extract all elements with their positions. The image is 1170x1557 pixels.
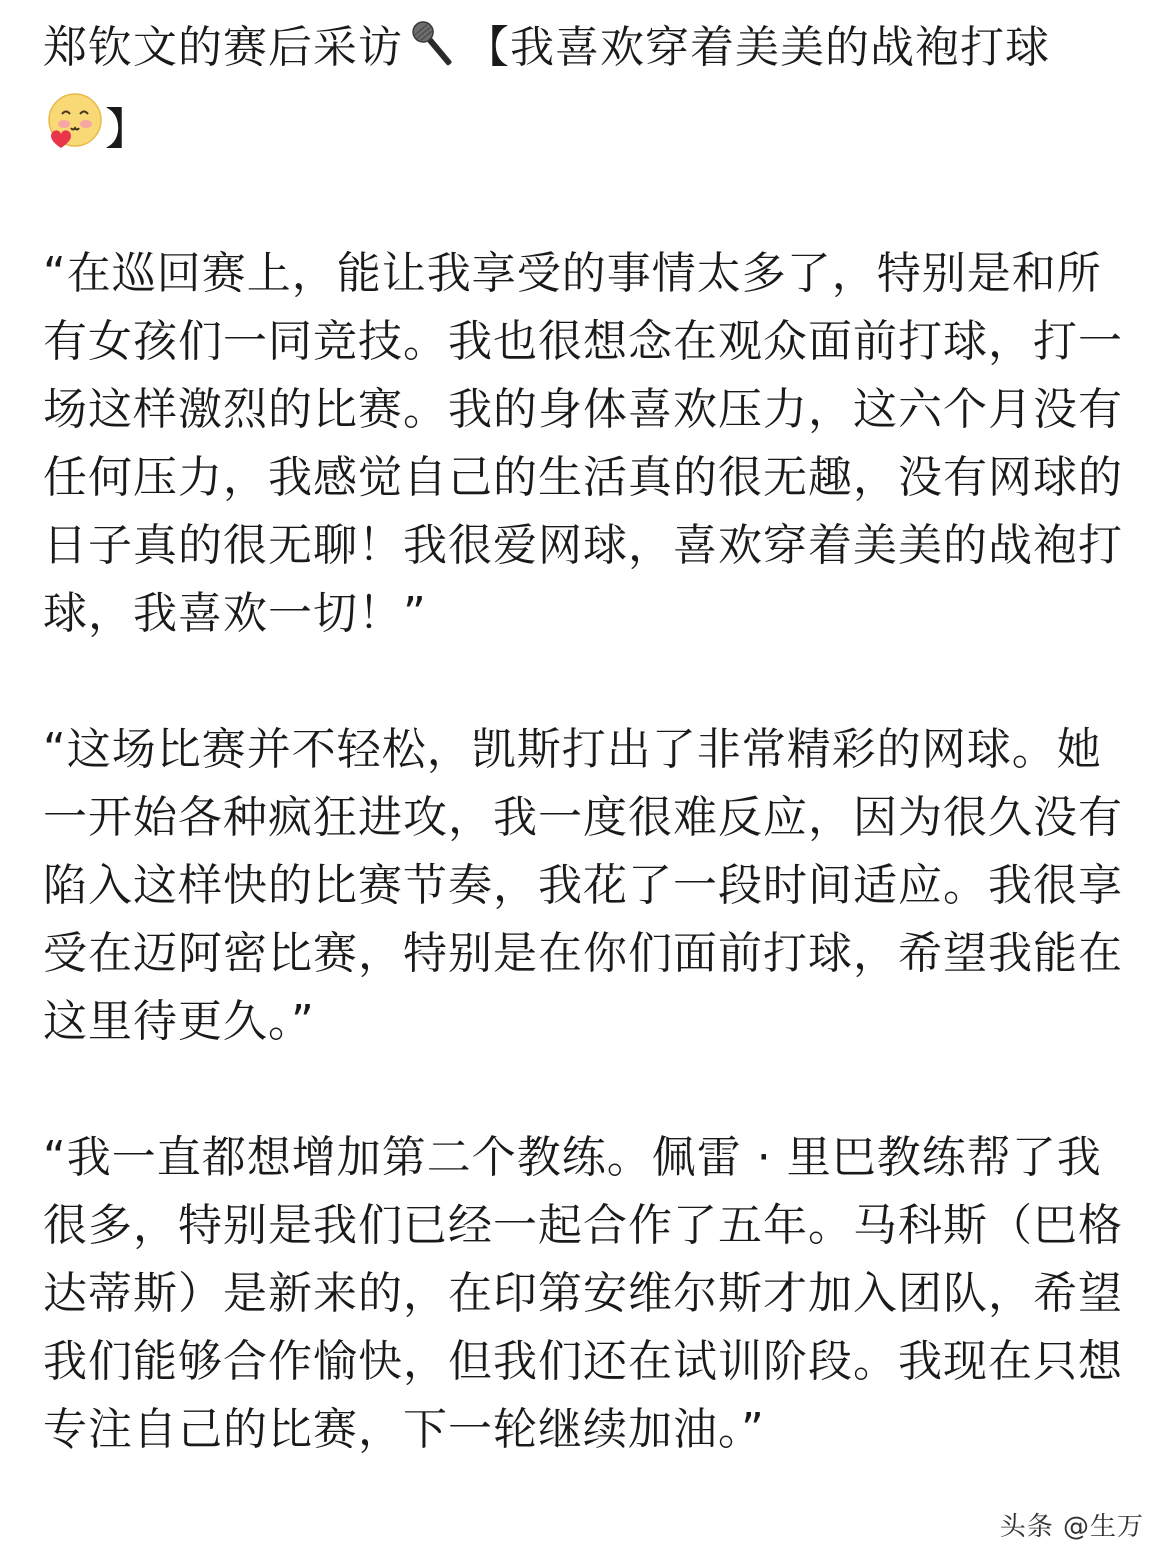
paragraph-2: “这场比赛并不轻松，凯斯打出了非常精彩的网球。她一开始各种疯狂进攻，我一度很难反应，因为很久没有陷入这样快的比赛节奏，我花了一段时间适应。我很享受在迈阿密比赛，特别是在你们面前打球，希望我能在这里待更久。” bbox=[43, 724, 1123, 1047]
title-bracket-close: 】 bbox=[105, 104, 150, 155]
post-title bbox=[43, 14, 1128, 172]
paragraph-1: “在巡回赛上，能让我享受的事情太多了，特别是和所有女孩们一同竞技。我也很想念在观众面前打球，打一场这样激烈的比赛。我的身体喜欢压力，这六个月没有任何压力，我感觉自己的生活真的很无趣，没有网球的日子真的很无聊！我很爱网球，喜欢穿着美美的战袍打球，我喜欢一切！” bbox=[43, 248, 1123, 639]
title-text-quote: 【我喜欢穿着美美的战袍打球 bbox=[465, 22, 1050, 73]
paragraph-3: “我一直都想增加第二个教练。佩雷 · 里巴教练帮了我很多，特别是我们已经一起合作了五年。马科斯（巴格达蒂斯）是新来的，在印第安维尔斯才加入团队，希望我们能够合作愉快，但我们还在试训阶段。我现在只想专注自己的比赛，下一轮继续加油。” bbox=[43, 1132, 1123, 1455]
post-content bbox=[43, 14, 1128, 1464]
title-text-main: 郑钦文的赛后采访 bbox=[43, 22, 403, 73]
heart-face-emoji-icon bbox=[43, 90, 105, 172]
watermark: 头条 @生万 bbox=[999, 1512, 1144, 1542]
microphone-icon bbox=[403, 20, 465, 90]
